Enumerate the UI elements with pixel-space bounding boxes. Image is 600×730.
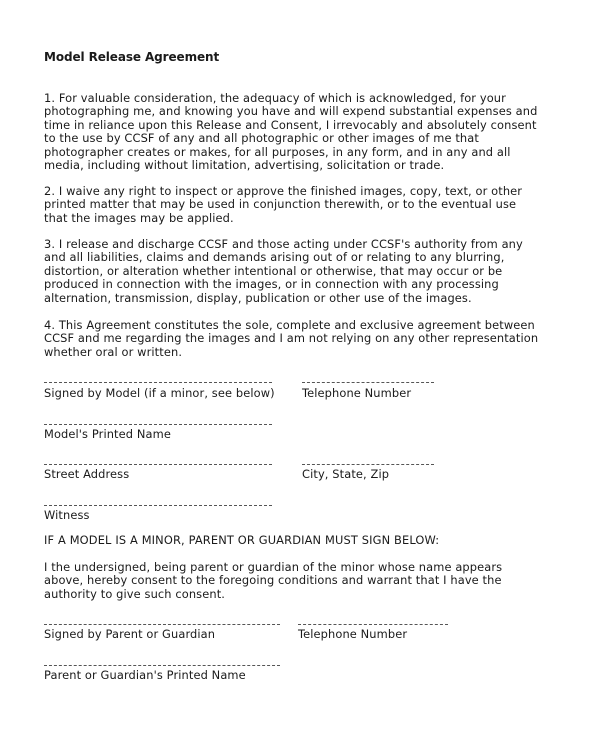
paragraph-line: 4. This Agreement constitutes the sole, complete and exclusive agreement between	[44, 318, 535, 332]
paragraph-3	[44, 238, 564, 305]
paragraph-4	[44, 319, 564, 359]
paragraph-line: photographer creates or makes, for all purposes, in any form, and in any and all	[44, 144, 511, 159]
paragraph-line: that the images may be applied.	[44, 210, 234, 225]
guardian-signature-line[interactable]	[44, 624, 280, 625]
guardian-printed-name-label: Parent or Guardian's Printed Name	[44, 668, 246, 682]
paragraph-line: photographing me, and knowing you have and will expend substantial expenses and	[44, 104, 538, 119]
paragraph-line: and all liabilities, claims and demands arising out of or relating to any blurring,	[44, 250, 505, 265]
model-printed-name-label: Model's Printed Name	[44, 427, 171, 441]
paragraph-line: produced in connection with the images, or in connection with any processing	[44, 277, 499, 292]
city-state-zip-line[interactable]	[302, 464, 434, 465]
model-printed-name-line[interactable]	[44, 424, 272, 425]
paragraph-1	[44, 92, 564, 172]
document-title: Model Release Agreement	[44, 50, 220, 64]
guardian-printed-name-line[interactable]	[44, 665, 280, 666]
paragraph-line: media, including without limitation, advertising, solicitation or trade.	[44, 158, 445, 173]
witness-line[interactable]	[44, 505, 272, 506]
paragraph-line: to the use by CCSF of any and all photographic or other images of me that	[44, 131, 479, 146]
street-address-label: Street Address	[44, 467, 130, 481]
paragraph-line: 1. For valuable consideration, the adequacy of which is acknowledged, for your	[44, 91, 506, 105]
model-signature-line[interactable]	[44, 382, 272, 383]
city-state-zip-label: City, State, Zip	[302, 467, 390, 481]
paragraph-line: above, hereby consent to the foregoing conditions and warrant that I have the	[44, 573, 502, 588]
signed-by-guardian-label: Signed by Parent or Guardian	[44, 627, 216, 641]
paragraph-line: printed matter that may be used in conjunction therewith, or to the eventual use	[44, 197, 517, 212]
street-address-line[interactable]	[44, 464, 272, 465]
paragraph-line: 2. I waive any right to inspect or approve the finished images, copy, text, or other	[44, 184, 523, 198]
paragraph-2	[44, 185, 564, 225]
guardian-paragraph	[44, 561, 564, 601]
paragraph-line: distortion, or alteration whether intentional or otherwise, that may occur or be	[44, 263, 503, 278]
paragraph-line: CCSF and me regarding the images and I am not relying on any other representation	[44, 331, 539, 346]
telephone-line-2[interactable]	[298, 624, 448, 625]
signed-by-model-label: Signed by Model (if a minor, see below)	[44, 386, 275, 400]
telephone-line-1[interactable]	[302, 382, 434, 383]
minor-section-heading: IF A MODEL IS A MINOR, PARENT OR GUARDIAN MUST SIGN BELOW:	[44, 533, 440, 547]
telephone-label-2: Telephone Number	[298, 627, 408, 641]
paragraph-line: alternation, transmission, display, publication or other use of the images.	[44, 290, 472, 305]
paragraph-line: whether oral or written.	[44, 344, 183, 359]
paragraph-line: I the undersigned, being parent or guardian of the minor whose name appears	[44, 560, 503, 574]
paragraph-line: authority to give such consent.	[44, 586, 226, 601]
paragraph-line: time in reliance upon this Release and Consent, I irrevocably and absolutely consent	[44, 117, 537, 132]
telephone-label-1: Telephone Number	[302, 386, 412, 400]
paragraph-line: 3. I release and discharge CCSF and those acting under CCSF's authority from any	[44, 237, 523, 251]
witness-label: Witness	[44, 508, 90, 522]
